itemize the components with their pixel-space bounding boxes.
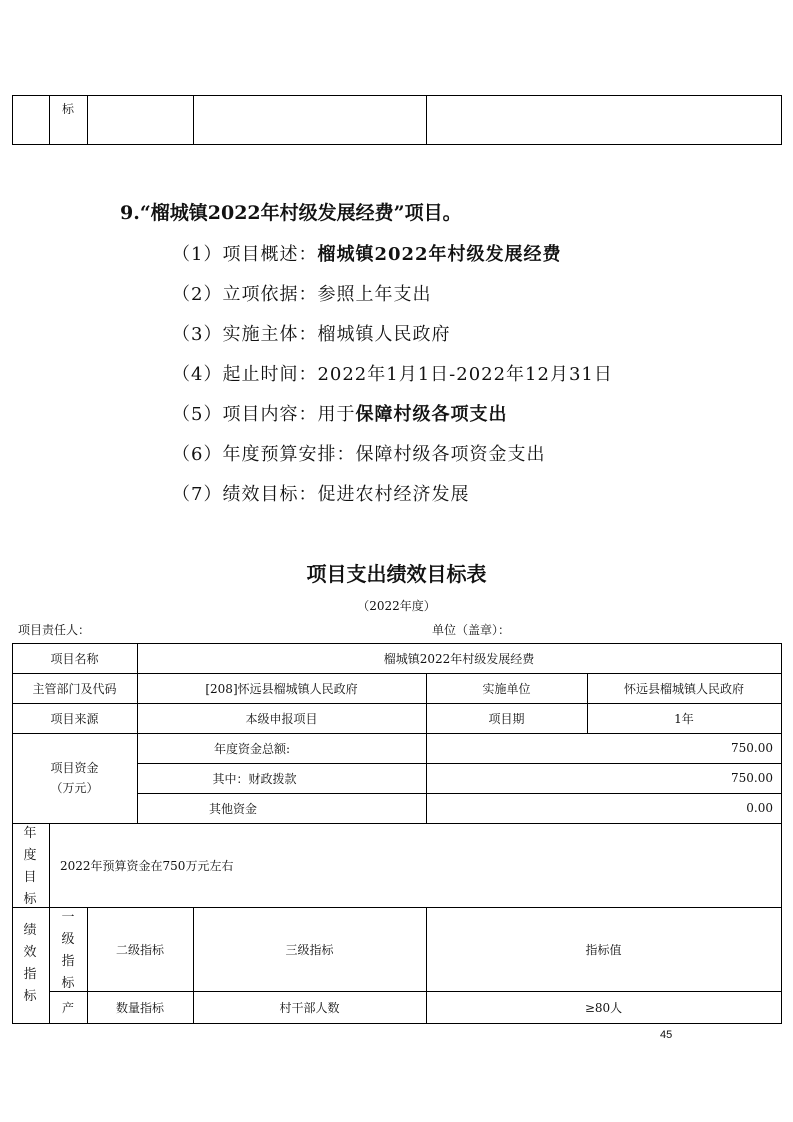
item-content: [172, 400, 507, 426]
level1-char: 指: [61, 954, 75, 969]
item-implementer-value: 榴城镇人民政府: [317, 324, 451, 345]
page-number: 45: [660, 1029, 673, 1041]
annual-goal-label: [21, 823, 39, 911]
annual-total-label: 年度资金总额:: [213, 741, 291, 756]
annual-total-value: [426, 733, 781, 763]
perf-char: 指: [23, 967, 37, 982]
item-basis: [172, 280, 431, 306]
annual-goal-char: 年: [23, 826, 37, 841]
annual-goal-char: 目: [23, 870, 37, 885]
item-budget-value: 保障村级各项资金支出: [355, 444, 546, 465]
level3-indicator-header: 三级指标: [285, 942, 334, 957]
item-period-value: 2022年1月1日-2022年12月31日: [317, 364, 613, 385]
item-overview: [172, 240, 562, 266]
item-goal-label: （7）绩效目标：: [172, 484, 318, 505]
period-label: 项目期: [488, 711, 525, 726]
table-year: （2022年度）: [357, 599, 436, 613]
fiscal-value: [426, 763, 781, 793]
item-budget: [172, 440, 545, 466]
item-overview-label: （1）项目概述：: [172, 244, 318, 265]
responsible-label: 项目责任人：: [18, 623, 91, 637]
level1-char: 一: [61, 910, 75, 925]
section-title: 9.“榴城镇2022年村级发展经费”项目。: [120, 202, 462, 224]
perf-char: 标: [23, 989, 37, 1004]
project-name-label: 项目名称: [50, 651, 99, 666]
level1-indicator-header: [59, 907, 77, 995]
department-value: [208]怀远县榴城镇人民政府: [205, 681, 358, 696]
item-overview-value: 榴城镇2022年村级发展经费: [317, 244, 562, 265]
other-label-text: 其他资金: [208, 801, 257, 816]
other-number: 0.00: [746, 801, 773, 815]
perf-char: 绩: [23, 923, 37, 938]
item-budget-label: （6）年度预算安排：: [172, 444, 356, 465]
item-implementer: [172, 320, 450, 346]
unit-seal-label: 单位（盖章）：: [432, 623, 511, 637]
item-goal: [172, 480, 469, 506]
fiscal-number: 750.00: [731, 771, 773, 785]
funds-label-line2: （万元）: [50, 781, 99, 795]
perf-char: 效: [23, 945, 37, 960]
other-value: [426, 793, 781, 823]
annual-goal-char: 度: [23, 848, 37, 863]
item-basis-value: 参照上年支出: [317, 284, 432, 305]
item-goal-value: 促进农村经济发展: [317, 484, 470, 505]
level2-indicator-header: 二级指标: [115, 942, 164, 957]
annual-total-number: 750.00: [731, 741, 773, 755]
period-value: 1年: [674, 711, 694, 726]
department-label: 主管部门及代码: [32, 681, 117, 696]
other-label: [137, 793, 323, 823]
top-table-fragment-label: 标: [62, 102, 75, 116]
item-content-value: 保障村级各项支出: [355, 404, 508, 425]
implementer-value: 怀远县榴城镇人民政府: [623, 681, 744, 696]
item-content-label: （5）项目内容：用于: [172, 404, 356, 425]
annual-goal-text: 2022年预算资金在750万元左右: [60, 859, 234, 873]
fiscal-label: 其中：财政拨款: [212, 771, 297, 786]
source-value: 本级申报项目: [245, 711, 318, 726]
indicator-value-header: 指标值: [585, 942, 622, 957]
project-name-value: 榴城镇2022年村级发展经费: [383, 651, 535, 666]
annual-goal-char: 标: [23, 892, 37, 907]
table-title: 项目支出绩效目标表: [306, 562, 487, 586]
implementer-label: 实施单位: [482, 681, 531, 696]
performance-indicator-label: [21, 920, 39, 1008]
item-implementer-label: （3）实施主体：: [172, 324, 318, 345]
item-period-label: （4）起止时间：: [172, 364, 318, 385]
row-value: ≥80人: [584, 1000, 623, 1015]
level1-char: 级: [61, 932, 75, 947]
row-level1: 产: [61, 1000, 74, 1015]
level1-char: 标: [61, 976, 75, 991]
item-basis-label: （2）立项依据：: [172, 284, 318, 305]
funds-label: [12, 733, 137, 823]
row-level3: 村干部人数: [279, 1000, 340, 1015]
row-level2: 数量指标: [115, 1000, 164, 1015]
funds-label-line1: 项目资金: [50, 761, 99, 775]
source-label: 项目来源: [50, 711, 99, 726]
item-period: [172, 360, 613, 386]
